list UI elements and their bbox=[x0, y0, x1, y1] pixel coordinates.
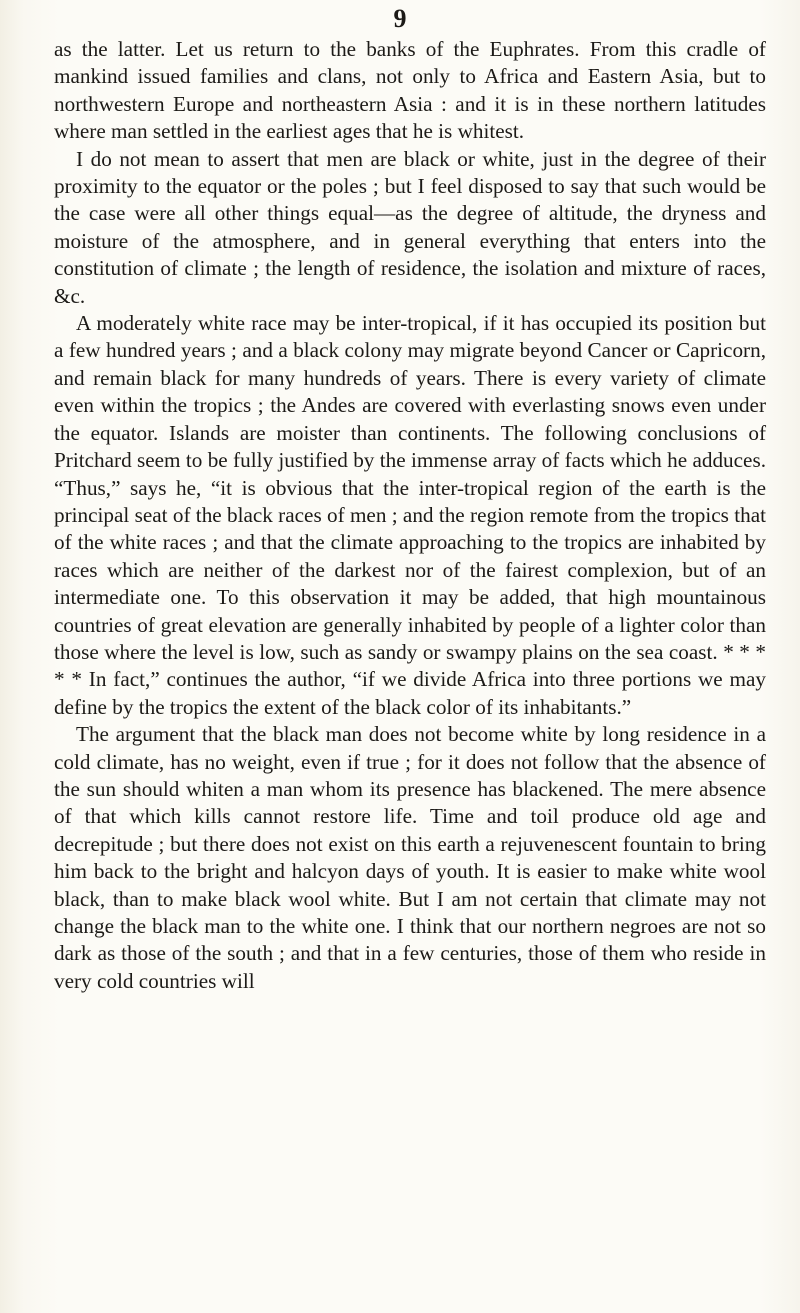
paragraph-4: The argument that the black man does not become white by long residence in a cold climate, has no weight, even if true ; for it does not follow that the absence of the sun should whiten a man whom its presence has blackened. The mere absence of that which kills cannot restore life. Time and toil produce old age and decrepitude ; but there does not exist on this earth a rejuvenescent fountain to bring him back to the bright and halcyon days of youth. It is easier to make white wool black, than to make black wool white. But I am not certain that climate may not change the black man to the white one. I think that our northern negroes are not so dark as those of the south ; and that in a few centuries, those of them who reside in very cold countries will bbox=[54, 722, 766, 993]
paragraph-1: as the latter. Let us return to the banks of the Euphrates. From this cradle of mankind issued families and clans, not only to Africa and Eastern Asia, but to northwestern Europe and northeastern Asia : and it is in these northern latitudes where man settled in the earliest ages that he is whitest. bbox=[54, 37, 766, 144]
body-text bbox=[54, 36, 766, 995]
paragraph-3: A moderately white race may be inter-tropical, if it has occupied its position but a few hundred years ; and a black colony may migrate beyond Cancer or Capricorn, and remain black for many hundreds of years. There is every variety of climate even within the tropics ; the Andes are covered with everlasting snows even under the equator. Islands are moister than continents. The following conclusions of Pritchard seem to be fully justified by the immense array of facts which he adduces. “Thus,” says he, “it is obvious that the inter-tropical region of the earth is the principal seat of the black races of men ; and the region remote from the tropics that of the white races ; and that the climate approaching to the tropics are inhabited by races which are neither of the darkest nor of the fairest complexion, but of an intermediate one. To this observation it may be added, that high mountainous countries of great elevation are generally inhabited by people of a lighter color than those where the level is low, such as sandy or swampy plains on the sea coast. * * * * * In fact,” continues the author, “if we divide Africa into three portions we may define by the tropics the extent of the black color of its inhabitants.” bbox=[54, 311, 766, 719]
paragraph-2: I do not mean to assert that men are black or white, just in the degree of their proximity to the equator or the poles ; but I feel disposed to say that such would be the case were all other things equal—as the degree of altitude, the dryness and moisture of the atmosphere, and in general everything that enters into the constitution of climate ; the length of residence, the isolation and mixture of races, &c. bbox=[54, 146, 766, 308]
page-number: 9 bbox=[393, 4, 407, 33]
